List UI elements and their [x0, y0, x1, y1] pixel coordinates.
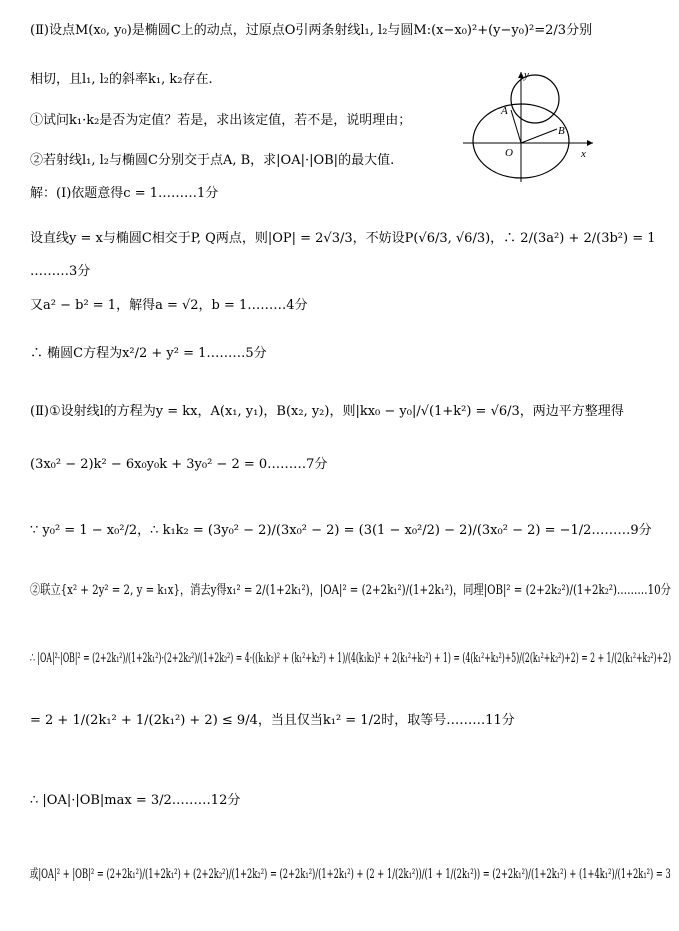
solution-part1-step1: 解：(Ⅰ)依题意得c = 1………1分 [30, 186, 219, 201]
score-3: ………3分 [30, 264, 91, 279]
x-axis-arrow [587, 140, 593, 146]
max-value: ∴ |OA|·|OB|max = 3/2………12分 [30, 793, 241, 808]
ray-oa [511, 110, 521, 143]
label-a: A [501, 105, 508, 117]
alternative-sum: 或|OA|² + |OB|² = (2+2k₁²)/(1+2k₁²) + (2+2k₂²)/(1+2k₂²) = (2+2k₁²)/(1+2k₁²) + (2 + 1/(2k₁²))/(1 + 1/(2k₁²)) = (2+2k₁²)/(1+2k₁²) + (1+4k₁²)/(1+2k₁²) = 3 [30, 867, 671, 882]
solve-a-b: 又a² − b² = 1，解得a = √2，b = 1………4分 [30, 298, 308, 313]
k1k2-value: ∵ y₀² = 1 − x₀²/2，∴ k₁k₂ = (3y₀² − 2)/(3x₀² − 2) = (3(1 − x₀²/2) − 2)/(3x₀² − 2) = −1/2………9分 [30, 523, 652, 538]
oa-ob-squared: ②联立{x² + 2y² = 2, y = k₁x}，消去y得x₁² = 2/(1+2k₁²)，|OA|² = (2+2k₁²)/(1+2k₁²)，同理|OB|² = (2+2k₂²)/(1+2k₂²)………10分 [30, 583, 671, 598]
ellipse-figure [453, 66, 603, 184]
solution-line-op: 设直线y = x与椭圆C相交于P, Q两点，则|OP| = 2√3/3，不妨设P(√6/3, √6/3)，∴ 2/(3a²) + 2/(3b²) = 1 [30, 231, 656, 246]
label-x: x [581, 148, 586, 160]
question-1: ①试问k₁·k₂是否为定值？若是，求出该定值，若不是，说明理由； [30, 113, 412, 128]
ray-ob [521, 129, 557, 143]
problem-tangent-condition: 相切，且l₁, l₂的斜率k₁, k₂存在. [30, 72, 213, 87]
label-origin: O [505, 147, 513, 159]
ellipse-equation: ∴ 椭圆C方程为x²/2 + y² = 1………5分 [30, 346, 267, 361]
inequality-bound: = 2 + 1/(2k₁² + 1/(2k₁²) + 2) ≤ 9/4，当且仅当k₁² = 1/2时，取等号………11分 [30, 713, 515, 728]
label-y: y [524, 69, 529, 81]
oa-ob-product: ∴ |OA|²·|OB|² = (2+2k₁²)/(1+2k₁²)·(2+2k₂²)/(1+2k₂²) = 4·((k₁k₂)² + (k₁²+k₂²) + 1)/(4(k₁k₂)² + 2(k₁²+k₂²) + 1) = (4(k₁²+k₂²)+5)/(2(k₁²+k₂²)+2) = 2 + 1/(2(k₁²+k₂²)+2) [30, 651, 671, 666]
solution-part2-ray: (Ⅱ)①设射线l的方程为y = kx，A(x₁, y₁)，B(x₂, y₂)，则|kx₀ − y₀|/√(1+k²) = √6/3，两边平方整理得 [30, 404, 624, 419]
circle-m [511, 75, 559, 123]
quadratic-in-k: (3x₀² − 2)k² − 6x₀y₀k + 3y₀² − 2 = 0………7分 [30, 457, 328, 472]
label-b: B [558, 125, 565, 137]
problem-part2-statement: (Ⅱ)设点M(x₀, y₀)是椭圆C上的动点，过原点O引两条射线l₁, l₂与圆M:(x−x₀)²+(y−y₀)²=2/3分别 [30, 23, 593, 38]
question-2: ②若射线l₁, l₂与椭圆C分别交于点A, B，求|OA|·|OB|的最大值. [30, 153, 395, 168]
